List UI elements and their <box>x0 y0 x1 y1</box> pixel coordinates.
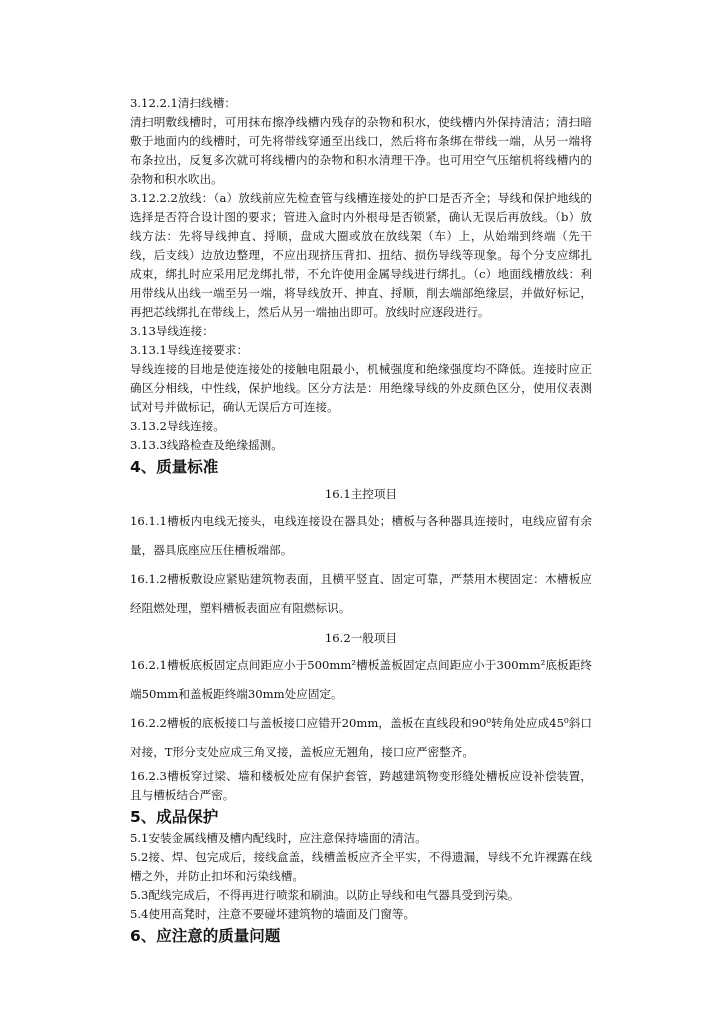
paragraph-3-12-2-2-wiring: 3.12.2.2放线：（a）放线前应先检查管与线槽连接处的护口是否齐全；导线和保护地线的选择是否符合设计图的要求；管进入盒时内外根母是否锁紧，确认无误后再放线。（b）放线方法：先将导线抻直、捋顺，盘成大圈或放在放线架（车）上，从始端到终端（先干线，后支线）边放边整理，不应出现挤压背扣、扭结、损伤导线等现象。每个分支应绑扎成束，绑扎时应采用尼龙绑扎带，不允许使用金属导线进行绑扎。（c）地面线槽放线：利用带线从出线一端至另一端，将导线放开、抻直、捋顺，削去端部绝缘层，并做好标记，再把芯线绑扎在带线上，然后从另一端抽出即可。放线时应逐段进行。 <box>130 191 592 319</box>
paragraph-cleaning-trunking: 清扫明敷线槽时，可用抹布擦净线槽内残存的杂物和积水，使线槽内外保持清洁；清扫暗敷于地面内的线槽时，可先将带线穿通至出线口，然后将布条绑在带线一端，从另一端将布条拉出，反复多次就可将线槽内的杂物和积水清理干净。也可用空气压缩机将线槽内的杂物和积水吹出。 <box>130 115 592 186</box>
document-body <box>130 94 592 948</box>
paragraph-16-2-1: 16.2.1槽板底板固定点间距应小于500mm²槽板盖板固定点间距应小于300mm²底板距终端50mm和盖板距终端30mm处应固定。 <box>130 658 592 701</box>
heading-quality-standard: 4、质量标准 <box>130 458 219 476</box>
paragraph-5-3: 5.3配线完成后，不得再进行喷浆和刷油。以防止导线和电气器具受到污染。 <box>130 888 520 902</box>
paragraph-3-12-2-1-title: 3.12.2.1清扫线槽： <box>130 96 236 110</box>
paragraph-3-13-1-title: 3.13.1导线连接要求： <box>130 343 249 357</box>
paragraph-3-13-2: 3.13.2导线连接。 <box>130 419 225 433</box>
paragraph-5-2: 5.2接、焊、包完成后，接线盒盖，线槽盖板应齐全平实，不得遗漏，导线不允许裸露在线槽之外，并防止扣坏和污染线槽。 <box>130 850 592 883</box>
heading-product-protection: 5、成品保护 <box>130 808 219 826</box>
paragraph-3-13-title: 3.13导线连接： <box>130 324 214 338</box>
heading-quality-issues: 6、应注意的质量问题 <box>130 927 281 945</box>
paragraph-3-13-3: 3.13.3线路检查及绝缘摇测。 <box>130 438 283 452</box>
paragraph-5-1: 5.1安装金属线槽及槽内配线时，应注意保持墙面的清洁。 <box>130 831 427 845</box>
paragraph-16-2-3: 16.2.3槽板穿过梁、墙和楼板处应有保护套管，跨越建筑物变形缝处槽板应设补偿装置，且与槽板结合严密。 <box>130 769 592 802</box>
paragraph-connection-requirements: 导线连接的目地是使连接处的接触电阻最小，机械强度和绝缘强度均不降低。连接时应正确区分相线，中性线，保护地线。区分方法是：用绝缘导线的外皮颜色区分，使用仪表测试对号并做标记，确认无误后方可连接。 <box>130 362 592 414</box>
paragraph-5-4: 5.4使用高凳时，注意不要碰坏建筑物的墙面及门窗等。 <box>130 907 416 921</box>
subheading-16-1: 16.1主控项目 <box>324 487 398 501</box>
paragraph-16-1-1: 16.1.1槽板内电线无接头，电线连接设在器具处；槽板与各种器具连接时，电线应留有余量，器具底座应压住槽板端部。 <box>130 514 592 557</box>
subheading-16-2: 16.2一般项目 <box>324 631 398 645</box>
paragraph-16-1-2: 16.1.2槽板敷设应紧贴建筑物表面，且横平竖直、固定可靠，严禁用木楔固定：木槽板应经阻燃处理，塑料槽板表面应有阻燃标识。 <box>130 572 592 615</box>
paragraph-16-2-2: 16.2.2槽板的底板接口与盖板接口应错开20mm，盖板在直线段和90⁰转角处应成45⁰斜口对接，T形分支处应成三角叉接，盖板应无翘角，接口应严密整齐。 <box>130 716 592 759</box>
